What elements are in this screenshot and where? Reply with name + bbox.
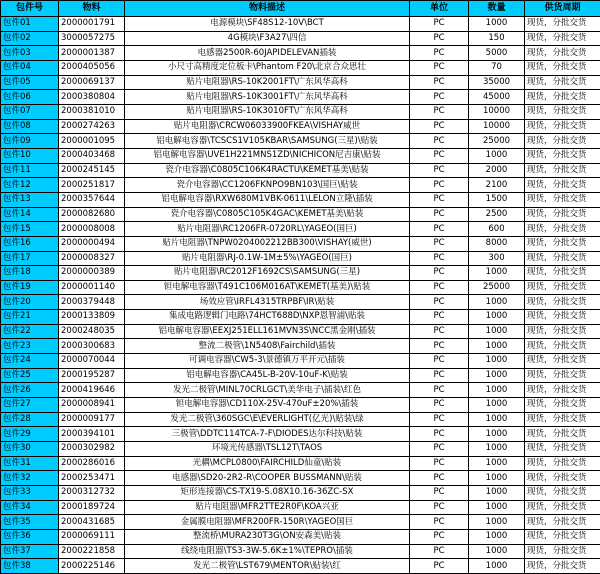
table-row[interactable] [1,559,600,574]
header-description[interactable]: 物料描述 [125,1,410,17]
table-row[interactable] [1,295,600,310]
quantity-cell[interactable]: 1000 [469,148,525,163]
table-row[interactable] [1,398,600,413]
material-code-cell[interactable]: 2000001095 [59,134,125,149]
package-no-cell[interactable]: 包件37 [1,544,59,559]
unit-cell[interactable]: PC [410,251,469,266]
material-code-cell[interactable]: 2000009177 [59,412,125,427]
quantity-cell[interactable]: 2100 [469,178,525,193]
quantity-cell[interactable]: 5000 [469,46,525,61]
package-no-cell[interactable]: 包件06 [1,90,59,105]
description-cell[interactable]: 瓷介电容器\C0805C105K4GAC\KEMET基美\贴装 [125,207,410,222]
package-no-cell[interactable]: 包件36 [1,529,59,544]
material-code-cell[interactable]: 2000405056 [59,60,125,75]
package-no-cell[interactable]: 包件14 [1,207,59,222]
supply-period-cell[interactable]: 现货，分批交货 [525,90,600,105]
material-code-cell[interactable]: 3000057275 [59,31,125,46]
unit-cell[interactable]: PC [410,280,469,295]
quantity-cell[interactable]: 10000 [469,119,525,134]
package-no-cell[interactable]: 包件11 [1,163,59,178]
unit-cell[interactable]: PC [410,471,469,486]
quantity-cell[interactable]: 35000 [469,75,525,90]
unit-cell[interactable]: PC [410,368,469,383]
material-code-cell[interactable]: 2000000389 [59,266,125,281]
quantity-cell[interactable]: 150 [469,31,525,46]
quantity-cell[interactable]: 1000 [469,515,525,530]
description-cell[interactable]: 线绕电阻器\TS3-3W-5.6K±1%\TEPRO\插装 [125,544,410,559]
material-code-cell[interactable]: 2000195287 [59,368,125,383]
quantity-cell[interactable]: 1000 [469,442,525,457]
description-cell[interactable]: 发光二极管\360SGC\E\EVERLIGHT(亿光)\贴装\绿 [125,412,410,427]
material-code-cell[interactable]: 2000189724 [59,500,125,515]
supply-period-cell[interactable]: 现货，分批交货 [525,486,600,501]
unit-cell[interactable]: PC [410,354,469,369]
supply-period-cell[interactable]: 现货，分批交货 [525,500,600,515]
package-no-cell[interactable]: 包件07 [1,104,59,119]
unit-cell[interactable]: PC [410,90,469,105]
material-code-cell[interactable]: 2000403468 [59,148,125,163]
table-body [1,17,600,574]
unit-cell[interactable]: PC [410,383,469,398]
description-cell[interactable]: 环境光传感器\TSL12T\TAOS [125,442,410,457]
table-row[interactable] [1,163,600,178]
package-no-cell[interactable]: 包件10 [1,148,59,163]
supply-period-cell[interactable]: 现货，分批交货 [525,17,600,32]
supply-period-cell[interactable]: 现货，分批交货 [525,104,600,119]
supply-period-cell[interactable]: 现货，分批交货 [525,31,600,46]
material-code-cell[interactable]: 2000274263 [59,119,125,134]
unit-cell[interactable]: PC [410,119,469,134]
package-no-cell[interactable]: 包件24 [1,354,59,369]
supply-period-cell[interactable]: 现货，分批交货 [525,427,600,442]
supply-period-cell[interactable]: 现货，分批交货 [525,75,600,90]
supply-period-cell[interactable]: 现货，分批交货 [525,163,600,178]
table-row[interactable] [1,178,600,193]
package-no-cell[interactable]: 包件35 [1,515,59,530]
table-row[interactable] [1,339,600,354]
quantity-cell[interactable]: 600 [469,222,525,237]
supply-period-cell[interactable]: 现货，分批交货 [525,251,600,266]
unit-cell[interactable]: PC [410,192,469,207]
package-no-cell[interactable]: 包件13 [1,192,59,207]
description-cell[interactable]: 矩形连接器\CS-TX19-S.08X10.16-36ZC-SX [125,486,410,501]
table-row[interactable] [1,471,600,486]
material-code-cell[interactable]: 2000082680 [59,207,125,222]
material-code-cell[interactable]: 2000286016 [59,456,125,471]
package-no-cell[interactable]: 包件30 [1,442,59,457]
material-code-cell[interactable]: 2000001140 [59,280,125,295]
table-row[interactable] [1,310,600,325]
description-cell[interactable]: 瓷介电容器\CC1206FKNPO9BN103\国巨\贴装 [125,178,410,193]
supply-period-cell[interactable]: 现货，分批交货 [525,529,600,544]
description-cell[interactable]: 铝电解电容器\TCSCS1V105KBAR\SAMSUNG(三星)\贴装 [125,134,410,149]
material-code-cell[interactable]: 2000248035 [59,324,125,339]
quantity-cell[interactable]: 1000 [469,295,525,310]
package-no-cell[interactable]: 包件18 [1,266,59,281]
description-cell[interactable]: 电感器2500R-60JAPIDELEVAN插装 [125,46,410,61]
table-row[interactable] [1,75,600,90]
quantity-cell[interactable]: 2500 [469,207,525,222]
material-code-cell[interactable]: 2000069137 [59,75,125,90]
package-no-cell[interactable]: 包件16 [1,236,59,251]
material-code-cell[interactable]: 2000380804 [59,90,125,105]
table-row[interactable] [1,31,600,46]
quantity-cell[interactable]: 1000 [469,544,525,559]
unit-cell[interactable]: PC [410,310,469,325]
quantity-cell[interactable]: 1000 [469,266,525,281]
header-quantity[interactable]: 数量 [469,1,525,17]
package-no-cell[interactable]: 包件20 [1,295,59,310]
description-cell[interactable]: 小尺寸高精度定位板卡\Phantom F20\北京合众思壮 [125,60,410,75]
package-no-cell[interactable]: 包件34 [1,500,59,515]
description-cell[interactable]: 可调电容器\CW5-3\景德镇万平开元\插装 [125,354,410,369]
quantity-cell[interactable]: 1000 [469,398,525,413]
unit-cell[interactable]: PC [410,442,469,457]
table-row[interactable] [1,280,600,295]
material-code-cell[interactable]: 2000251817 [59,178,125,193]
description-cell[interactable]: 贴片电阻器\RC1206FR-0720RL\YAGEO(国巨) [125,222,410,237]
package-no-cell[interactable]: 包件28 [1,412,59,427]
header-unit[interactable]: 单位 [410,1,469,17]
supply-period-cell[interactable]: 现货，分批交货 [525,236,600,251]
header-package-no[interactable]: 包件号 [1,1,59,17]
table-row[interactable] [1,192,600,207]
package-no-cell[interactable]: 包件15 [1,222,59,237]
quantity-cell[interactable]: 1000 [469,310,525,325]
quantity-cell[interactable]: 45000 [469,90,525,105]
unit-cell[interactable]: PC [410,486,469,501]
unit-cell[interactable]: PC [410,148,469,163]
material-code-cell[interactable]: 2000221858 [59,544,125,559]
table-row[interactable] [1,427,600,442]
supply-period-cell[interactable]: 现货，分批交货 [525,383,600,398]
quantity-cell[interactable]: 1000 [469,559,525,574]
package-no-cell[interactable]: 包件29 [1,427,59,442]
supply-period-cell[interactable]: 现货，分批交货 [525,412,600,427]
unit-cell[interactable]: PC [410,456,469,471]
material-code-cell[interactable]: 2000381010 [59,104,125,119]
table-row[interactable] [1,456,600,471]
quantity-cell[interactable]: 1000 [469,339,525,354]
description-cell[interactable]: 三极管\DDTC114TCA-7-F\DIODES达尔科技\贴装 [125,427,410,442]
supply-period-cell[interactable]: 现货，分批交货 [525,134,600,149]
package-no-cell[interactable]: 包件17 [1,251,59,266]
supply-period-cell[interactable]: 现货，分批交货 [525,471,600,486]
package-no-cell[interactable]: 包件08 [1,119,59,134]
supply-period-cell[interactable]: 现货，分批交货 [525,178,600,193]
table-row[interactable] [1,500,600,515]
table-row[interactable] [1,119,600,134]
description-cell[interactable]: 贴片电阻器\RS-10K3001FT\广东风华高科 [125,90,410,105]
unit-cell[interactable]: PC [410,339,469,354]
quantity-cell[interactable]: 25000 [469,134,525,149]
supply-period-cell[interactable]: 现货，分批交货 [525,339,600,354]
unit-cell[interactable]: PC [410,60,469,75]
package-no-cell[interactable]: 包件26 [1,383,59,398]
quantity-cell[interactable]: 2000 [469,163,525,178]
material-code-cell[interactable]: 2000001387 [59,46,125,61]
description-cell[interactable]: 整流二极管\1N5408\Fairchild\插装 [125,339,410,354]
package-no-cell[interactable]: 包件25 [1,368,59,383]
quantity-cell[interactable]: 1500 [469,192,525,207]
unit-cell[interactable]: PC [410,178,469,193]
supply-period-cell[interactable]: 现货，分批交货 [525,442,600,457]
table-row[interactable] [1,515,600,530]
table-row[interactable] [1,104,600,119]
quantity-cell[interactable]: 25000 [469,280,525,295]
quantity-cell[interactable]: 1000 [469,383,525,398]
unit-cell[interactable]: PC [410,324,469,339]
quantity-cell[interactable]: 8000 [469,236,525,251]
quantity-cell[interactable]: 1000 [469,500,525,515]
supply-period-cell[interactable]: 现货，分批交货 [525,60,600,75]
quantity-cell[interactable]: 70 [469,60,525,75]
description-cell[interactable]: 钽电解电容器\CD110X-25V-470uF±20%\插装 [125,398,410,413]
table-row[interactable] [1,383,600,398]
package-no-cell[interactable]: 包件12 [1,178,59,193]
supply-period-cell[interactable]: 现货，分批交货 [525,544,600,559]
description-cell[interactable]: 电感器\SD20-2R2-R\COOPER BUSSMANN\贴装 [125,471,410,486]
package-no-cell[interactable]: 包件21 [1,310,59,325]
unit-cell[interactable]: PC [410,31,469,46]
quantity-cell[interactable]: 1000 [469,324,525,339]
unit-cell[interactable]: PC [410,559,469,574]
table-row[interactable] [1,90,600,105]
material-code-cell[interactable]: 2000069111 [59,529,125,544]
material-code-cell[interactable]: 2000070044 [59,354,125,369]
package-no-cell[interactable]: 包件04 [1,60,59,75]
supply-period-cell[interactable]: 现货，分批交货 [525,559,600,574]
table-row[interactable] [1,529,600,544]
quantity-cell[interactable]: 1000 [469,412,525,427]
description-cell[interactable]: 铝电解电容器\EEXJ251ELL161MVN3S\NCC黑金刚\插装 [125,324,410,339]
material-code-cell[interactable]: 2000008008 [59,222,125,237]
table-row[interactable] [1,442,600,457]
description-cell[interactable]: 贴片电阻器\RJ-0.1W-1M±5%\YAGEO(国巨) [125,251,410,266]
description-cell[interactable]: 金属膜电阻器\MFR200FR-150R\YAGEO国巨 [125,515,410,530]
material-code-cell[interactable]: 2000431685 [59,515,125,530]
supply-period-cell[interactable]: 现货，分批交货 [525,310,600,325]
description-cell[interactable]: 铝电解电容器\RXW680M1VBK-0611\LELON立隆\插装 [125,192,410,207]
supply-period-cell[interactable]: 现货，分批交货 [525,354,600,369]
header-supply-period[interactable]: 供货周期 [525,1,600,17]
package-no-cell[interactable]: 包件31 [1,456,59,471]
quantity-cell[interactable]: 1000 [469,529,525,544]
quantity-cell[interactable]: 1000 [469,471,525,486]
supply-period-cell[interactable]: 现货，分批交货 [525,515,600,530]
package-no-cell[interactable]: 包件33 [1,486,59,501]
unit-cell[interactable]: PC [410,515,469,530]
unit-cell[interactable]: PC [410,529,469,544]
table-row[interactable] [1,412,600,427]
quantity-cell[interactable]: 1000 [469,17,525,32]
table-row[interactable] [1,324,600,339]
supply-period-cell[interactable]: 现货，分批交货 [525,368,600,383]
unit-cell[interactable]: PC [410,236,469,251]
table-row[interactable] [1,207,600,222]
table-row[interactable] [1,368,600,383]
table-row[interactable] [1,17,600,32]
supply-period-cell[interactable]: 现货，分批交货 [525,119,600,134]
header-material[interactable]: 物料 [59,1,125,17]
supply-period-cell[interactable]: 现货，分批交货 [525,266,600,281]
material-code-cell[interactable]: 2000357644 [59,192,125,207]
material-code-cell[interactable]: 2000008941 [59,398,125,413]
description-cell[interactable]: 光耦\MCPL0800\FAIRCHILD仙童\贴装 [125,456,410,471]
supply-period-cell[interactable]: 现货，分批交货 [525,192,600,207]
table-row[interactable] [1,251,600,266]
material-code-cell[interactable]: 2000245145 [59,163,125,178]
header-row [1,1,600,17]
supply-period-cell[interactable]: 现货，分批交货 [525,456,600,471]
supply-period-cell[interactable]: 现货，分批交货 [525,46,600,61]
unit-cell[interactable]: PC [410,222,469,237]
quantity-cell[interactable]: 1000 [469,427,525,442]
supply-period-cell[interactable]: 现货，分批交货 [525,207,600,222]
supply-period-cell[interactable]: 现货，分批交货 [525,280,600,295]
quantity-cell[interactable]: 10000 [469,104,525,119]
description-cell[interactable]: 电源模块\SF48S12-10V\BCT [125,17,410,32]
material-code-cell[interactable]: 2000300683 [59,339,125,354]
unit-cell[interactable]: PC [410,544,469,559]
unit-cell[interactable]: PC [410,134,469,149]
description-cell[interactable]: 场效应管\IRFL4315TRPBF\IR\贴装 [125,295,410,310]
package-no-cell[interactable]: 包件03 [1,46,59,61]
material-code-cell[interactable]: 2000419646 [59,383,125,398]
unit-cell[interactable]: PC [410,412,469,427]
unit-cell[interactable]: PC [410,295,469,310]
description-cell[interactable]: 集成电路逻辑门电路\74HCT688D\NXP恩智浦\贴装 [125,310,410,325]
supply-period-cell[interactable]: 现货，分批交货 [525,398,600,413]
material-code-cell[interactable]: 2000133809 [59,310,125,325]
quantity-cell[interactable]: 1000 [469,456,525,471]
table-row[interactable] [1,134,600,149]
unit-cell[interactable]: PC [410,104,469,119]
table-row[interactable] [1,46,600,61]
unit-cell[interactable]: PC [410,500,469,515]
material-code-cell[interactable]: 2000302982 [59,442,125,457]
description-cell[interactable]: 铝电解电容器\UVE1H221MNS1ZD\NICHICON尼吉康\贴装 [125,148,410,163]
table-row[interactable] [1,266,600,281]
material-code-cell[interactable]: 2000312732 [59,486,125,501]
material-code-cell[interactable]: 2000000494 [59,236,125,251]
description-cell[interactable]: 贴片电阻器\CRCW06033900FKEA\VISHAY威世 [125,119,410,134]
description-cell[interactable]: 贴片电阻器\RS-10K3010FT\广东风华高科 [125,104,410,119]
table-row[interactable] [1,236,600,251]
description-cell[interactable]: 整流桥\MURA230T3G\ON安森美\贴装 [125,529,410,544]
table-row[interactable] [1,60,600,75]
package-no-cell[interactable]: 包件32 [1,471,59,486]
package-no-cell[interactable]: 包件19 [1,280,59,295]
quantity-cell[interactable]: 1000 [469,486,525,501]
description-cell[interactable]: 发光二极管\LST679\MENTOR\贴装\红 [125,559,410,574]
description-cell[interactable]: 4G模块\F3A27\四信 [125,31,410,46]
description-cell[interactable]: 瓷介电容器\C0805C106K4RACTU\KEMET基美\贴装 [125,163,410,178]
package-no-cell[interactable]: 包件27 [1,398,59,413]
unit-cell[interactable]: PC [410,46,469,61]
table-row[interactable] [1,486,600,501]
description-cell[interactable]: 贴片电阻器\TNPW0204002212BB300\VISHAY(威世) [125,236,410,251]
material-code-cell[interactable]: 2000225146 [59,559,125,574]
description-cell[interactable]: 贴片电阻器\RC2012F1692CS\SAMSUNG(三星) [125,266,410,281]
table-row[interactable] [1,222,600,237]
quantity-cell[interactable]: 1000 [469,368,525,383]
material-code-cell[interactable]: 2000253471 [59,471,125,486]
table-row[interactable] [1,354,600,369]
description-cell[interactable]: 铝电解电容器\CA45L-B-20V-10uF-K\贴装 [125,368,410,383]
quantity-cell[interactable]: 300 [469,251,525,266]
description-cell[interactable]: 钽电解电容器\T491C106M016AT\KEMET(基美)\贴装 [125,280,410,295]
quantity-cell[interactable]: 1000 [469,354,525,369]
material-code-cell[interactable]: 2000001791 [59,17,125,32]
supply-period-cell[interactable]: 现货，分批交货 [525,324,600,339]
table-row[interactable] [1,148,600,163]
unit-cell[interactable]: PC [410,266,469,281]
package-no-cell[interactable]: 包件38 [1,559,59,574]
description-cell[interactable]: 贴片电阻器\MFR2TTE2R0F\KOA兴亚 [125,500,410,515]
package-no-cell[interactable]: 包件01 [1,17,59,32]
table-row[interactable] [1,544,600,559]
material-code-cell[interactable]: 2000394101 [59,427,125,442]
supply-period-cell[interactable]: 现货，分批交货 [525,295,600,310]
unit-cell[interactable]: PC [410,75,469,90]
unit-cell[interactable]: PC [410,17,469,32]
supply-period-cell[interactable]: 现货，分批交货 [525,222,600,237]
package-no-cell[interactable]: 包件09 [1,134,59,149]
unit-cell[interactable]: PC [410,398,469,413]
description-cell[interactable]: 发光二极管\MINL70CRLGCT\美华电子\插装\红色 [125,383,410,398]
description-cell[interactable]: 贴片电阻器\RS-10K2001FT\广东风华高科 [125,75,410,90]
material-code-cell[interactable]: 2000008327 [59,251,125,266]
supply-period-cell[interactable]: 现货，分批交货 [525,148,600,163]
material-code-cell[interactable]: 2000379448 [59,295,125,310]
unit-cell[interactable]: PC [410,163,469,178]
package-no-cell[interactable]: 包件05 [1,75,59,90]
package-no-cell[interactable]: 包件02 [1,31,59,46]
package-no-cell[interactable]: 包件22 [1,324,59,339]
unit-cell[interactable]: PC [410,207,469,222]
unit-cell[interactable]: PC [410,427,469,442]
package-no-cell[interactable]: 包件23 [1,339,59,354]
